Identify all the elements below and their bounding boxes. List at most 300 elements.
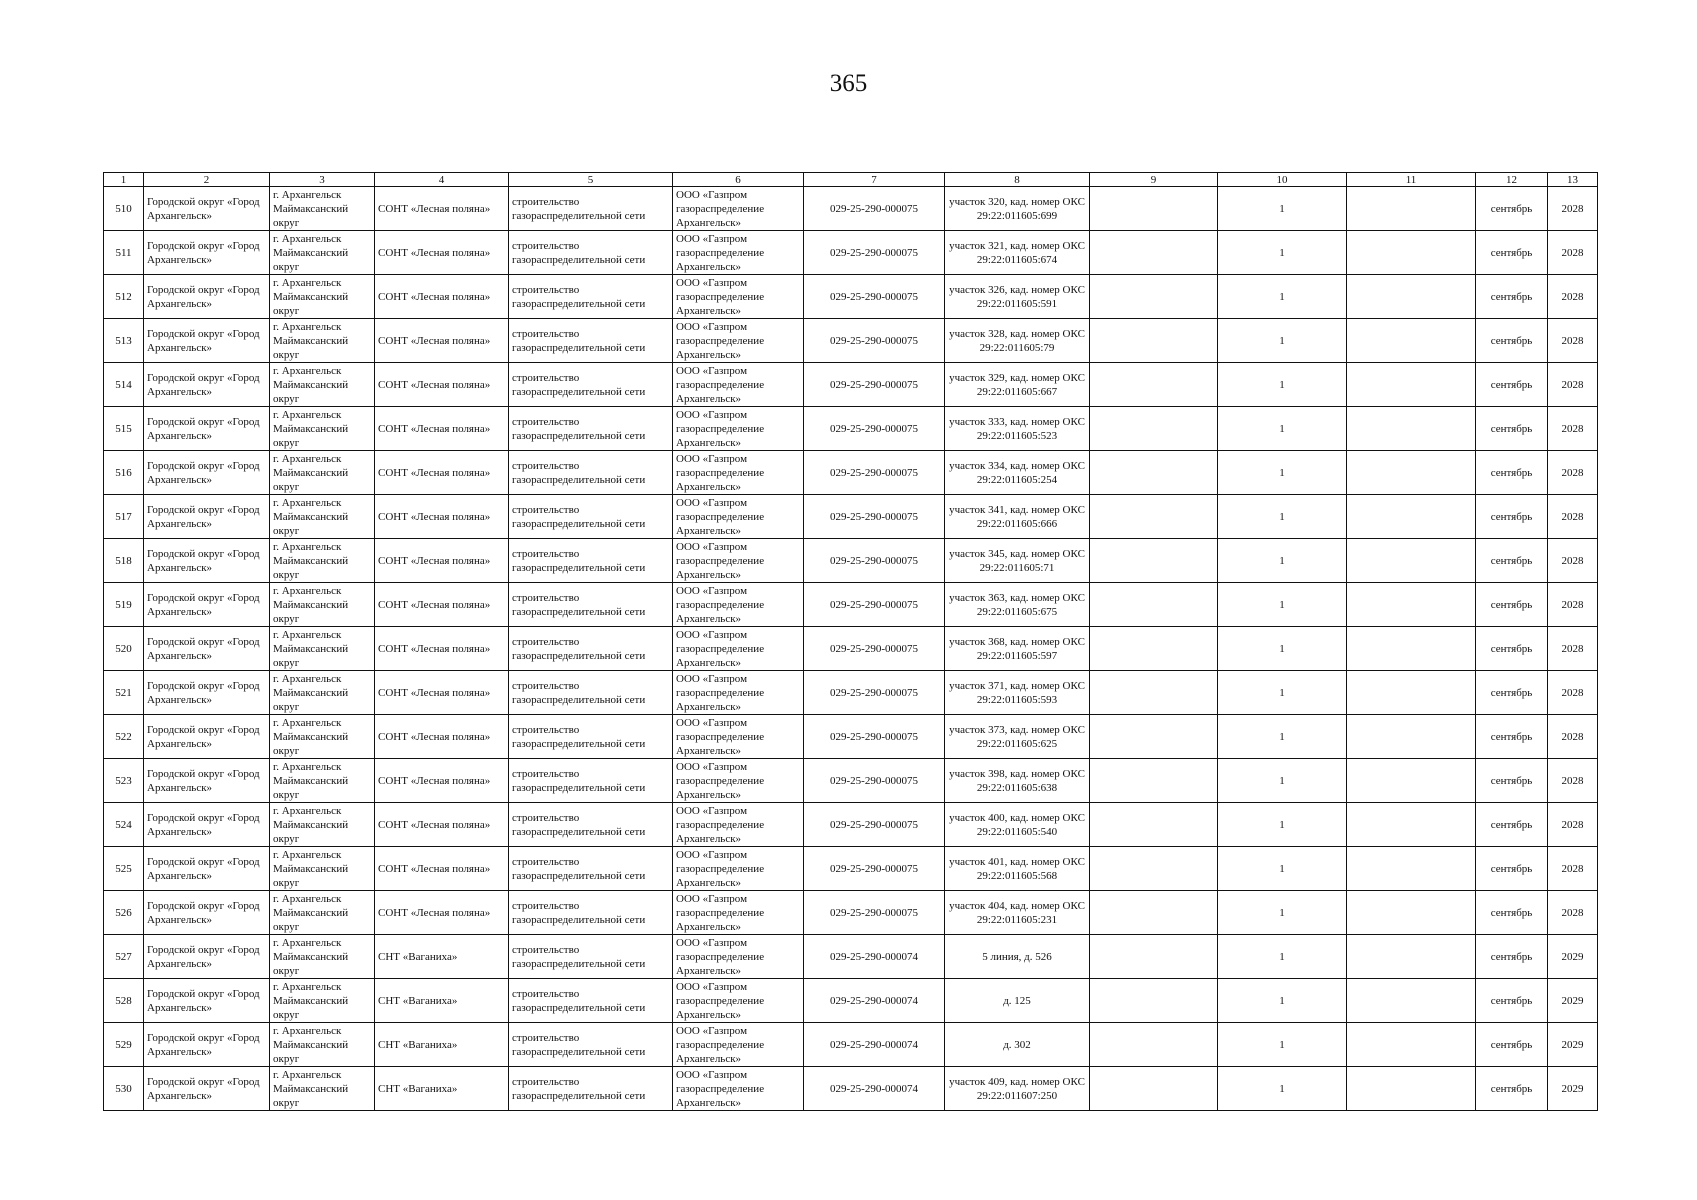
table-row [104, 891, 1598, 935]
year-cell: 2029 [1548, 935, 1598, 979]
locality-cell: г. Архангельск Маймаксанский округ [270, 495, 375, 539]
organization-cell: ООО «Газпром газораспределение Архангельск» [673, 275, 804, 319]
row-number: 520 [104, 627, 144, 671]
year-cell: 2028 [1548, 187, 1598, 231]
table-row [104, 495, 1598, 539]
site-cell: участок 373, кад. номер ОКС 29:22:011605:625 [945, 715, 1090, 759]
locality-cell: г. Архангельск Маймаксанский округ [270, 979, 375, 1023]
table-row [104, 715, 1598, 759]
object-cell: СОНТ «Лесная поляна» [375, 891, 509, 935]
column-11-cell [1347, 935, 1476, 979]
district-cell: Городской округ «Город Архангельск» [144, 451, 270, 495]
code-cell: 029-25-290-000074 [804, 979, 945, 1023]
organization-cell: ООО «Газпром газораспределение Архангельск» [673, 891, 804, 935]
year-cell: 2028 [1548, 627, 1598, 671]
column-11-cell [1347, 319, 1476, 363]
code-cell: 029-25-290-000075 [804, 495, 945, 539]
row-number: 527 [104, 935, 144, 979]
organization-cell: ООО «Газпром газораспределение Архангельск» [673, 979, 804, 1023]
row-number: 511 [104, 231, 144, 275]
code-cell: 029-25-290-000075 [804, 539, 945, 583]
table-row [104, 935, 1598, 979]
column-11-cell [1347, 275, 1476, 319]
column-9-cell [1090, 979, 1218, 1023]
table-row [104, 1023, 1598, 1067]
district-cell: Городской округ «Город Архангельск» [144, 935, 270, 979]
column-10-cell: 1 [1218, 979, 1347, 1023]
table-row [104, 979, 1598, 1023]
district-cell: Городской округ «Город Архангельск» [144, 715, 270, 759]
locality-cell: г. Архангельск Маймаксанский округ [270, 935, 375, 979]
row-number: 516 [104, 451, 144, 495]
organization-cell: ООО «Газпром газораспределение Архангельск» [673, 715, 804, 759]
row-number: 517 [104, 495, 144, 539]
site-cell: участок 321, кад. номер ОКС 29:22:011605:674 [945, 231, 1090, 275]
district-cell: Городской округ «Город Архангельск» [144, 187, 270, 231]
column-9-cell [1090, 847, 1218, 891]
object-cell: СОНТ «Лесная поляна» [375, 319, 509, 363]
object-cell: СОНТ «Лесная поляна» [375, 539, 509, 583]
month-cell: сентябрь [1476, 407, 1548, 451]
site-cell: д. 302 [945, 1023, 1090, 1067]
district-cell: Городской округ «Город Архангельск» [144, 407, 270, 451]
column-number: 9 [1090, 173, 1218, 187]
object-cell: СОНТ «Лесная поляна» [375, 759, 509, 803]
row-number: 526 [104, 891, 144, 935]
column-9-cell [1090, 319, 1218, 363]
column-10-cell: 1 [1218, 319, 1347, 363]
column-9-cell [1090, 759, 1218, 803]
organization-cell: ООО «Газпром газораспределение Архангельск» [673, 363, 804, 407]
row-number: 512 [104, 275, 144, 319]
column-10-cell: 1 [1218, 671, 1347, 715]
column-10-cell: 1 [1218, 451, 1347, 495]
table-row [104, 363, 1598, 407]
site-cell: участок 326, кад. номер ОКС 29:22:011605:591 [945, 275, 1090, 319]
column-9-cell [1090, 671, 1218, 715]
organization-cell: ООО «Газпром газораспределение Архангельск» [673, 935, 804, 979]
purpose-cell: строительство газораспределительной сети [509, 187, 673, 231]
purpose-cell: строительство газораспределительной сети [509, 231, 673, 275]
column-number: 12 [1476, 173, 1548, 187]
row-number: 524 [104, 803, 144, 847]
month-cell: сентябрь [1476, 231, 1548, 275]
site-cell: участок 363, кад. номер ОКС 29:22:011605:675 [945, 583, 1090, 627]
purpose-cell: строительство газораспределительной сети [509, 891, 673, 935]
object-cell: СНТ «Ваганиха» [375, 1067, 509, 1111]
organization-cell: ООО «Газпром газораспределение Архангельск» [673, 231, 804, 275]
column-11-cell [1347, 847, 1476, 891]
object-cell: СОНТ «Лесная поляна» [375, 847, 509, 891]
year-cell: 2028 [1548, 407, 1598, 451]
month-cell: сентябрь [1476, 1067, 1548, 1111]
column-number: 4 [375, 173, 509, 187]
year-cell: 2028 [1548, 583, 1598, 627]
column-9-cell [1090, 715, 1218, 759]
object-cell: СОНТ «Лесная поляна» [375, 627, 509, 671]
column-number: 8 [945, 173, 1090, 187]
column-11-cell [1347, 539, 1476, 583]
site-cell: участок 333, кад. номер ОКС 29:22:011605:523 [945, 407, 1090, 451]
purpose-cell: строительство газораспределительной сети [509, 627, 673, 671]
locality-cell: г. Архангельск Маймаксанский округ [270, 759, 375, 803]
code-cell: 029-25-290-000075 [804, 407, 945, 451]
code-cell: 029-25-290-000075 [804, 231, 945, 275]
column-number: 5 [509, 173, 673, 187]
column-11-cell [1347, 583, 1476, 627]
column-10-cell: 1 [1218, 407, 1347, 451]
site-cell: участок 368, кад. номер ОКС 29:22:011605:597 [945, 627, 1090, 671]
object-cell: СОНТ «Лесная поляна» [375, 407, 509, 451]
organization-cell: ООО «Газпром газораспределение Архангельск» [673, 627, 804, 671]
column-10-cell: 1 [1218, 759, 1347, 803]
column-number: 1 [104, 173, 144, 187]
month-cell: сентябрь [1476, 495, 1548, 539]
site-cell: участок 320, кад. номер ОКС 29:22:011605:699 [945, 187, 1090, 231]
column-9-cell [1090, 1067, 1218, 1111]
locality-cell: г. Архангельск Маймаксанский округ [270, 583, 375, 627]
purpose-cell: строительство газораспределительной сети [509, 979, 673, 1023]
site-cell: участок 345, кад. номер ОКС 29:22:011605:71 [945, 539, 1090, 583]
table-row [104, 539, 1598, 583]
purpose-cell: строительство газораспределительной сети [509, 759, 673, 803]
locality-cell: г. Архангельск Маймаксанский округ [270, 275, 375, 319]
table-row [104, 231, 1598, 275]
locality-cell: г. Архангельск Маймаксанский округ [270, 627, 375, 671]
object-cell: СНТ «Ваганиха» [375, 1023, 509, 1067]
locality-cell: г. Архангельск Маймаксанский округ [270, 363, 375, 407]
table-row [104, 187, 1598, 231]
column-10-cell: 1 [1218, 627, 1347, 671]
column-11-cell [1347, 891, 1476, 935]
site-cell: участок 398, кад. номер ОКС 29:22:011605:638 [945, 759, 1090, 803]
table-row [104, 847, 1598, 891]
year-cell: 2028 [1548, 451, 1598, 495]
column-9-cell [1090, 583, 1218, 627]
purpose-cell: строительство газораспределительной сети [509, 583, 673, 627]
purpose-cell: строительство газораспределительной сети [509, 847, 673, 891]
district-cell: Городской округ «Город Архангельск» [144, 759, 270, 803]
organization-cell: ООО «Газпром газораспределение Архангельск» [673, 495, 804, 539]
column-number: 10 [1218, 173, 1347, 187]
year-cell: 2029 [1548, 1023, 1598, 1067]
month-cell: сентябрь [1476, 627, 1548, 671]
locality-cell: г. Архангельск Маймаксанский округ [270, 451, 375, 495]
year-cell: 2028 [1548, 715, 1598, 759]
district-cell: Городской округ «Город Архангельск» [144, 275, 270, 319]
column-number-row [104, 173, 1598, 187]
column-number: 6 [673, 173, 804, 187]
column-number: 2 [144, 173, 270, 187]
object-cell: СОНТ «Лесная поляна» [375, 715, 509, 759]
month-cell: сентябрь [1476, 979, 1548, 1023]
table-row [104, 759, 1598, 803]
table-row [104, 1067, 1598, 1111]
column-9-cell [1090, 1023, 1218, 1067]
locality-cell: г. Архангельск Маймаксанский округ [270, 715, 375, 759]
column-number: 3 [270, 173, 375, 187]
organization-cell: ООО «Газпром газораспределение Архангельск» [673, 187, 804, 231]
table-row [104, 451, 1598, 495]
column-9-cell [1090, 451, 1218, 495]
organization-cell: ООО «Газпром газораспределение Архангельск» [673, 847, 804, 891]
code-cell: 029-25-290-000075 [804, 319, 945, 363]
locality-cell: г. Архангельск Маймаксанский округ [270, 187, 375, 231]
locality-cell: г. Архангельск Маймаксанский округ [270, 803, 375, 847]
district-cell: Городской округ «Город Архангельск» [144, 583, 270, 627]
table-row [104, 583, 1598, 627]
locality-cell: г. Архангельск Маймаксанский округ [270, 847, 375, 891]
month-cell: сентябрь [1476, 759, 1548, 803]
code-cell: 029-25-290-000074 [804, 935, 945, 979]
column-10-cell: 1 [1218, 583, 1347, 627]
column-11-cell [1347, 627, 1476, 671]
locality-cell: г. Архангельск Маймаксанский округ [270, 407, 375, 451]
column-number: 11 [1347, 173, 1476, 187]
organization-cell: ООО «Газпром газораспределение Архангельск» [673, 1067, 804, 1111]
month-cell: сентябрь [1476, 539, 1548, 583]
object-cell: СОНТ «Лесная поляна» [375, 451, 509, 495]
column-9-cell [1090, 187, 1218, 231]
table-row [104, 319, 1598, 363]
site-cell: участок 328, кад. номер ОКС 29:22:011605:79 [945, 319, 1090, 363]
site-cell: д. 125 [945, 979, 1090, 1023]
row-number: 521 [104, 671, 144, 715]
month-cell: сентябрь [1476, 187, 1548, 231]
code-cell: 029-25-290-000074 [804, 1067, 945, 1111]
month-cell: сентябрь [1476, 319, 1548, 363]
column-10-cell: 1 [1218, 935, 1347, 979]
code-cell: 029-25-290-000075 [804, 891, 945, 935]
object-cell: СНТ «Ваганиха» [375, 935, 509, 979]
table-body [104, 187, 1598, 1111]
column-10-cell: 1 [1218, 891, 1347, 935]
column-9-cell [1090, 275, 1218, 319]
site-cell: участок 401, кад. номер ОКС 29:22:011605:568 [945, 847, 1090, 891]
year-cell: 2028 [1548, 803, 1598, 847]
year-cell: 2028 [1548, 319, 1598, 363]
column-10-cell: 1 [1218, 847, 1347, 891]
organization-cell: ООО «Газпром газораспределение Архангельск» [673, 803, 804, 847]
column-11-cell [1347, 1023, 1476, 1067]
row-number: 510 [104, 187, 144, 231]
column-10-cell: 1 [1218, 363, 1347, 407]
year-cell: 2028 [1548, 891, 1598, 935]
code-cell: 029-25-290-000075 [804, 671, 945, 715]
purpose-cell: строительство газораспределительной сети [509, 935, 673, 979]
organization-cell: ООО «Газпром газораспределение Архангельск» [673, 451, 804, 495]
code-cell: 029-25-290-000075 [804, 627, 945, 671]
month-cell: сентябрь [1476, 451, 1548, 495]
column-11-cell [1347, 407, 1476, 451]
column-10-cell: 1 [1218, 495, 1347, 539]
column-11-cell [1347, 803, 1476, 847]
district-cell: Городской округ «Город Архангельск» [144, 231, 270, 275]
row-number: 522 [104, 715, 144, 759]
column-11-cell [1347, 715, 1476, 759]
purpose-cell: строительство газораспределительной сети [509, 363, 673, 407]
table-row [104, 627, 1598, 671]
object-cell: СОНТ «Лесная поляна» [375, 583, 509, 627]
month-cell: сентябрь [1476, 935, 1548, 979]
page-number: 365 [829, 70, 868, 97]
district-cell: Городской округ «Город Архангельск» [144, 319, 270, 363]
locality-cell: г. Архангельск Маймаксанский округ [270, 1067, 375, 1111]
month-cell: сентябрь [1476, 803, 1548, 847]
district-cell: Городской округ «Город Архангельск» [144, 1023, 270, 1067]
month-cell: сентябрь [1476, 363, 1548, 407]
organization-cell: ООО «Газпром газораспределение Архангельск» [673, 671, 804, 715]
purpose-cell: строительство газораспределительной сети [509, 671, 673, 715]
year-cell: 2029 [1548, 1067, 1598, 1111]
column-9-cell [1090, 231, 1218, 275]
site-cell: участок 329, кад. номер ОКС 29:22:011605:667 [945, 363, 1090, 407]
district-cell: Городской округ «Город Архангельск» [144, 891, 270, 935]
month-cell: сентябрь [1476, 891, 1548, 935]
district-cell: Городской округ «Город Архангельск» [144, 627, 270, 671]
month-cell: сентябрь [1476, 275, 1548, 319]
gasification-table [103, 172, 1598, 1111]
code-cell: 029-25-290-000075 [804, 187, 945, 231]
year-cell: 2028 [1548, 363, 1598, 407]
object-cell: СОНТ «Лесная поляна» [375, 275, 509, 319]
code-cell: 029-25-290-000075 [804, 275, 945, 319]
column-10-cell: 1 [1218, 1023, 1347, 1067]
object-cell: СНТ «Ваганиха» [375, 979, 509, 1023]
row-number: 519 [104, 583, 144, 627]
column-11-cell [1347, 187, 1476, 231]
organization-cell: ООО «Газпром газораспределение Архангельск» [673, 583, 804, 627]
code-cell: 029-25-290-000075 [804, 451, 945, 495]
locality-cell: г. Архангельск Маймаксанский округ [270, 891, 375, 935]
purpose-cell: строительство газораспределительной сети [509, 407, 673, 451]
object-cell: СОНТ «Лесная поляна» [375, 671, 509, 715]
table-row [104, 803, 1598, 847]
month-cell: сентябрь [1476, 583, 1548, 627]
code-cell: 029-25-290-000075 [804, 803, 945, 847]
site-cell: 5 линия, д. 526 [945, 935, 1090, 979]
purpose-cell: строительство газораспределительной сети [509, 539, 673, 583]
district-cell: Городской округ «Город Архангельск» [144, 979, 270, 1023]
month-cell: сентябрь [1476, 1023, 1548, 1067]
district-cell: Городской округ «Город Архангельск» [144, 1067, 270, 1111]
column-11-cell [1347, 363, 1476, 407]
purpose-cell: строительство газораспределительной сети [509, 1067, 673, 1111]
column-11-cell [1347, 759, 1476, 803]
column-11-cell [1347, 671, 1476, 715]
year-cell: 2028 [1548, 231, 1598, 275]
code-cell: 029-25-290-000075 [804, 759, 945, 803]
row-number: 528 [104, 979, 144, 1023]
column-9-cell [1090, 891, 1218, 935]
purpose-cell: строительство газораспределительной сети [509, 319, 673, 363]
column-9-cell [1090, 627, 1218, 671]
site-cell: участок 400, кад. номер ОКС 29:22:011605:540 [945, 803, 1090, 847]
site-cell: участок 409, кад. номер ОКС 29:22:011607:250 [945, 1067, 1090, 1111]
locality-cell: г. Архангельск Маймаксанский округ [270, 319, 375, 363]
code-cell: 029-25-290-000075 [804, 715, 945, 759]
object-cell: СОНТ «Лесная поляна» [375, 363, 509, 407]
object-cell: СОНТ «Лесная поляна» [375, 495, 509, 539]
year-cell: 2028 [1548, 275, 1598, 319]
district-cell: Городской округ «Город Архангельск» [144, 495, 270, 539]
object-cell: СОНТ «Лесная поляна» [375, 231, 509, 275]
month-cell: сентябрь [1476, 671, 1548, 715]
month-cell: сентябрь [1476, 847, 1548, 891]
organization-cell: ООО «Газпром газораспределение Архангельск» [673, 319, 804, 363]
column-10-cell: 1 [1218, 231, 1347, 275]
organization-cell: ООО «Газпром газораспределение Архангельск» [673, 407, 804, 451]
organization-cell: ООО «Газпром газораспределение Архангельск» [673, 759, 804, 803]
code-cell: 029-25-290-000075 [804, 363, 945, 407]
column-10-cell: 1 [1218, 715, 1347, 759]
month-cell: сентябрь [1476, 715, 1548, 759]
column-9-cell [1090, 803, 1218, 847]
purpose-cell: строительство газораспределительной сети [509, 1023, 673, 1067]
locality-cell: г. Архангельск Маймаксанский округ [270, 231, 375, 275]
organization-cell: ООО «Газпром газораспределение Архангельск» [673, 1023, 804, 1067]
column-number: 13 [1548, 173, 1598, 187]
row-number: 515 [104, 407, 144, 451]
column-11-cell [1347, 979, 1476, 1023]
column-9-cell [1090, 407, 1218, 451]
row-number: 514 [104, 363, 144, 407]
year-cell: 2028 [1548, 495, 1598, 539]
district-cell: Городской округ «Город Архангельск» [144, 803, 270, 847]
district-cell: Городской округ «Город Архангельск» [144, 847, 270, 891]
column-9-cell [1090, 935, 1218, 979]
column-9-cell [1090, 539, 1218, 583]
code-cell: 029-25-290-000075 [804, 847, 945, 891]
row-number: 529 [104, 1023, 144, 1067]
organization-cell: ООО «Газпром газораспределение Архангельск» [673, 539, 804, 583]
purpose-cell: строительство газораспределительной сети [509, 715, 673, 759]
row-number: 530 [104, 1067, 144, 1111]
column-11-cell [1347, 231, 1476, 275]
district-cell: Городской округ «Город Архангельск» [144, 671, 270, 715]
table-row [104, 671, 1598, 715]
year-cell: 2028 [1548, 671, 1598, 715]
column-9-cell [1090, 495, 1218, 539]
column-10-cell: 1 [1218, 275, 1347, 319]
column-10-cell: 1 [1218, 803, 1347, 847]
code-cell: 029-25-290-000075 [804, 583, 945, 627]
table-row [104, 407, 1598, 451]
row-number: 513 [104, 319, 144, 363]
column-number: 7 [804, 173, 945, 187]
row-number: 518 [104, 539, 144, 583]
purpose-cell: строительство газораспределительной сети [509, 451, 673, 495]
object-cell: СОНТ «Лесная поляна» [375, 803, 509, 847]
locality-cell: г. Архангельск Маймаксанский округ [270, 671, 375, 715]
column-11-cell [1347, 1067, 1476, 1111]
district-cell: Городской округ «Город Архангельск» [144, 539, 270, 583]
locality-cell: г. Архангельск Маймаксанский округ [270, 1023, 375, 1067]
year-cell: 2028 [1548, 539, 1598, 583]
table-row [104, 275, 1598, 319]
purpose-cell: строительство газораспределительной сети [509, 495, 673, 539]
year-cell: 2028 [1548, 847, 1598, 891]
locality-cell: г. Архангельск Маймаксанский округ [270, 539, 375, 583]
column-10-cell: 1 [1218, 1067, 1347, 1111]
site-cell: участок 404, кад. номер ОКС 29:22:011605:231 [945, 891, 1090, 935]
year-cell: 2029 [1548, 979, 1598, 1023]
district-cell: Городской округ «Город Архангельск» [144, 363, 270, 407]
site-cell: участок 334, кад. номер ОКС 29:22:011605:254 [945, 451, 1090, 495]
row-number: 525 [104, 847, 144, 891]
purpose-cell: строительство газораспределительной сети [509, 275, 673, 319]
site-cell: участок 341, кад. номер ОКС 29:22:011605:666 [945, 495, 1090, 539]
